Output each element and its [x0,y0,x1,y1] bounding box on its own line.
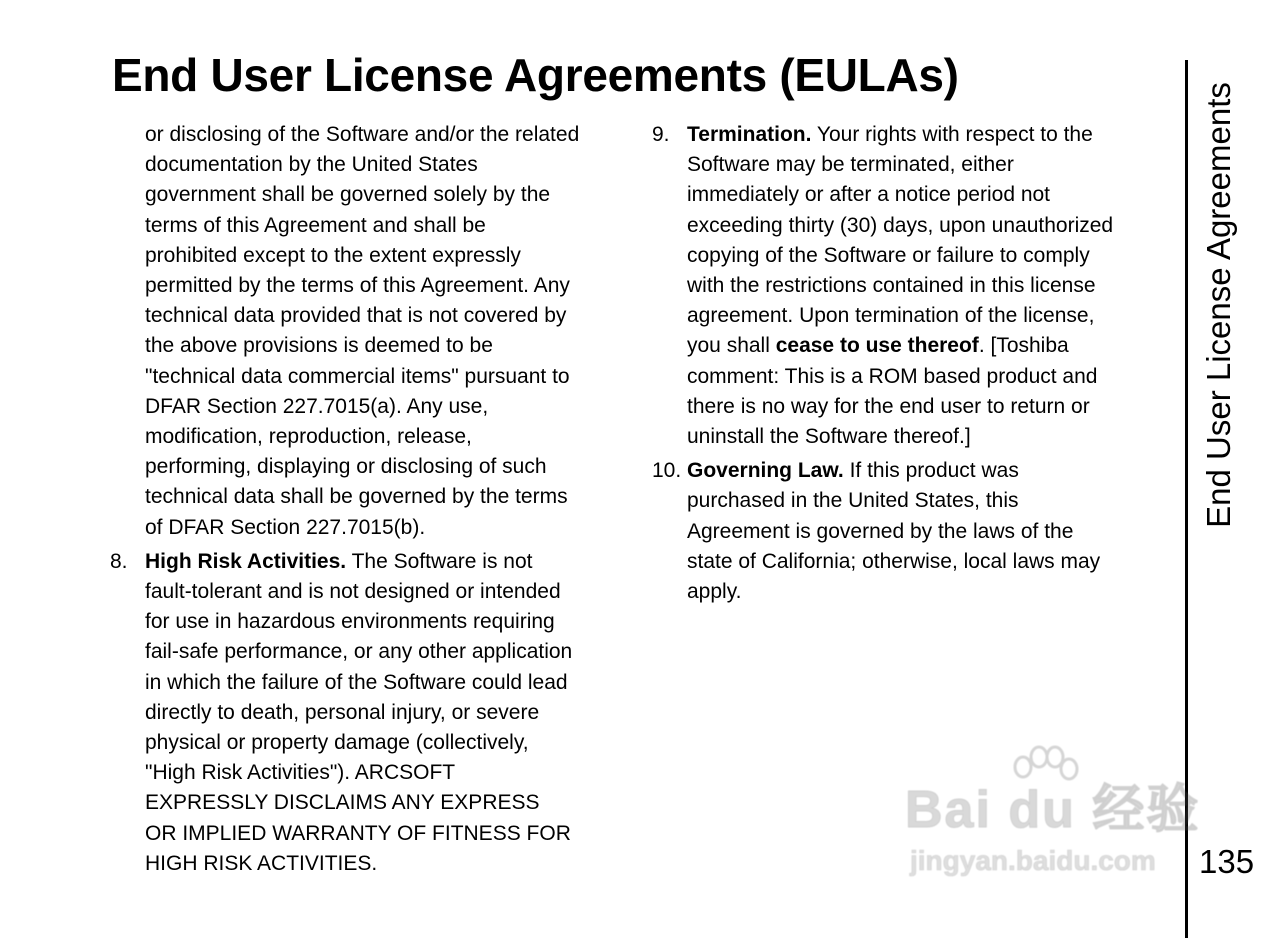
text-line: comment: This is a ROM based product and [687,364,1098,388]
text-fragment: If this product was [843,459,1019,483]
text-line: modification, reproduction, release, [145,425,472,449]
text-line: agreement. Upon termination of the license, [687,304,1095,328]
text-line: of DFAR Section 227.7015(b). [145,515,426,539]
text-line: directly to death, personal injury, or severe [145,700,540,724]
text-line: Software may be terminated, either [687,153,1014,177]
page-title: End User License Agreements (EULAs) [112,49,959,101]
list-item-8 [110,547,630,879]
text-line: state of California; otherwise, local laws may [687,549,1101,573]
text-line: terms of this Agreement and shall be [145,213,486,237]
text-line: apply. [687,580,742,604]
text-line [145,547,630,577]
list-number: 8. [110,549,128,573]
list-item-9 [652,120,1172,452]
item-heading: Governing Law. [687,459,844,483]
side-section-label: End User License Agreements [1200,82,1237,528]
text-line [687,331,1172,361]
item-heading: High Risk Activities. [145,549,347,573]
watermark-logo: Bai du 经验 [905,781,1201,839]
watermark [905,745,1205,895]
text-line: with the restrictions contained in this license [687,274,1096,298]
text-line: EXPRESSLY DISCLAIMS ANY EXPRESS [145,791,540,815]
text-line: physical or property damage (collectively, [145,731,529,755]
text-line [687,120,1172,150]
text-line: exceeding thirty (30) days, upon unauthorized [687,213,1114,237]
text-line: copying of the Software or failure to comply [687,243,1090,267]
watermark-url: jingyan.baidu.com [910,845,1156,876]
text-line: prohibited except to the extent expressly [145,243,521,267]
item-heading: Termination. [687,123,812,146]
text-line: fault-tolerant and is not designed or intended [145,580,561,604]
text-fragment: you shall [687,334,776,358]
page-number: 135 [1199,843,1255,880]
text-line: "High Risk Activities"). ARCSOFT [145,761,456,785]
text-line: for use in hazardous environments requiring [145,610,555,634]
text-line: the above provisions is deemed to be [145,334,493,358]
left-column [110,120,630,883]
list-number: 9. [652,123,670,146]
list-number: 10. [652,459,682,483]
text-line: purchased in the United States, this [687,489,1019,513]
text-line: government shall be governed solely by the [145,183,551,207]
text-line: HIGH RISK ACTIVITIES. [145,851,378,875]
text-fragment: Your rights with respect to the [811,123,1093,146]
text-line: there is no way for the end user to return or [687,394,1090,418]
text-line: technical data shall be governed by the terms [145,485,568,509]
text-line: permitted by the terms of this Agreement. Any [145,274,570,298]
text-line: DFAR Section 227.7015(a). Any use, [145,394,489,418]
continuation-paragraph [110,120,630,543]
text-line: fail-safe performance, or any other application [145,640,573,664]
list-item-10 [652,456,1172,607]
text-line: technical data provided that is not covered by [145,304,567,328]
emphasis-text: cease to use thereof [775,334,979,358]
text-line: uninstall the Software thereof.] [687,425,971,449]
text-line: documentation by the United States [145,153,478,177]
text-line: "technical data commercial items" pursuant to [145,364,570,388]
text-fragment: The Software is not [346,549,533,573]
text-line: in which the failure of the Software could lead [145,670,568,694]
text-line: Agreement is governed by the laws of the [687,519,1074,543]
text-line: OR IMPLIED WARRANTY OF FITNESS FOR [145,821,571,845]
text-line: performing, displaying or disclosing of such [145,455,547,479]
text-line [687,456,1172,486]
text-line: immediately or after a notice period not [687,183,1051,207]
text-fragment: . [Toshiba [978,334,1069,358]
text-line: or disclosing of the Software and/or the related [145,123,580,146]
right-column [652,120,1172,611]
